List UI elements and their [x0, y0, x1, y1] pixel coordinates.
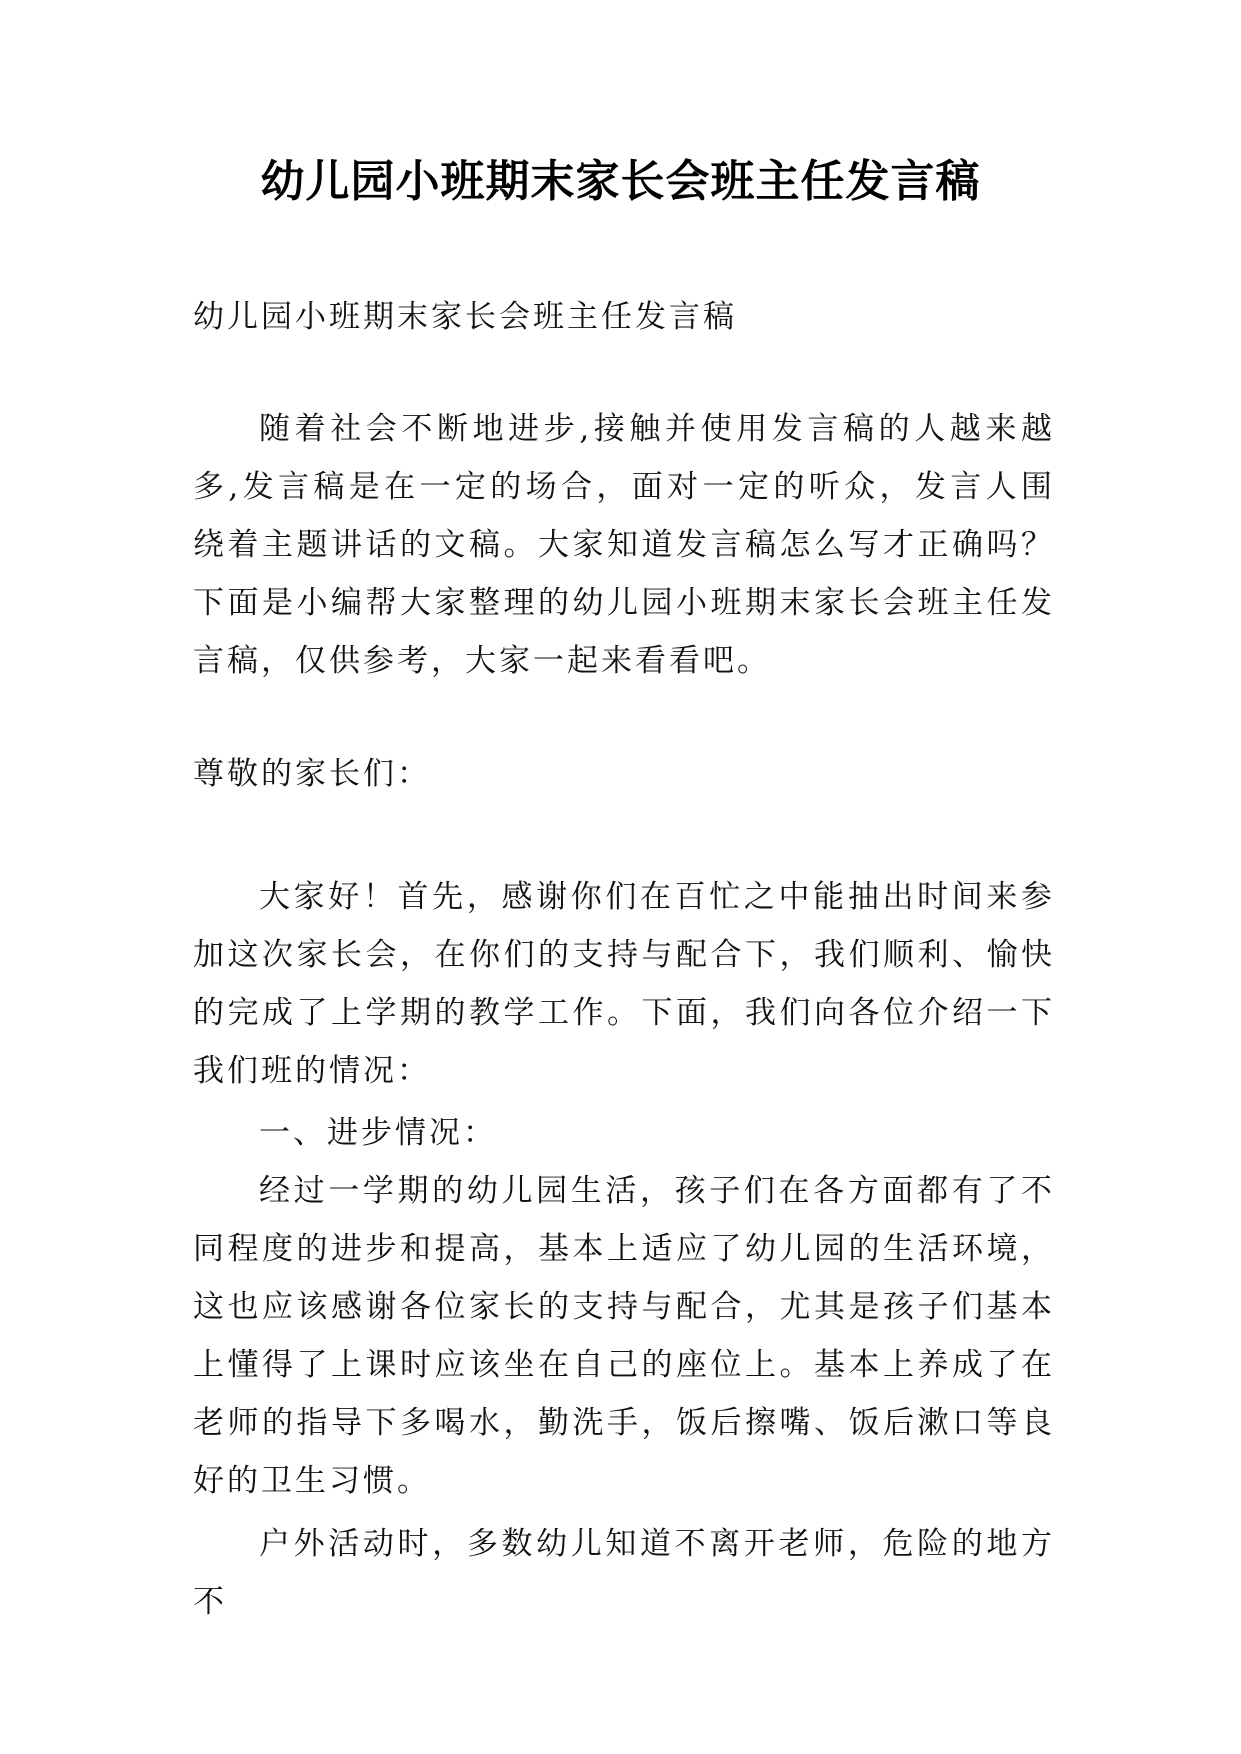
intro-paragraph: 随着社会不断地进步,接触并使用发言稿的人越来越多,发言稿是在一定的场合，面对一定的听众，发言人围绕着主题讲话的文稿。大家知道发言稿怎么写才正确吗？下面是小编帮大家整理的幼儿园小班期末家长会班主任发言稿，仅供参考，大家一起来看看吧。	[193, 411, 1055, 679]
document-subtitle: 幼儿园小班期末家长会班主任发言稿	[193, 299, 737, 335]
section-heading-progress: 一、进步情况：	[259, 1115, 497, 1151]
outdoor-activity-paragraph: 户外活动时，多数幼儿知道不离开老师，危险的地方不	[193, 1526, 1055, 1620]
greeting-paragraph: 大家好！首先，感谢你们在百忙之中能抽出时间来参加这次家长会，在你们的支持与配合下，我们顺利、愉快的完成了上学期的教学工作。下面，我们向各位介绍一下我们班的情况：	[193, 879, 1055, 1089]
salutation: 尊敬的家长们：	[193, 756, 431, 792]
progress-paragraph: 经过一学期的幼儿园生活，孩子们在各方面都有了不同程度的进步和提高，基本上适应了幼儿园的生活环境，这也应该感谢各位家长的支持与配合，尤其是孩子们基本上懂得了上课时应该坐在自己的座位上。基本上养成了在老师的指导下多喝水，勤洗手，饭后擦嘴、饭后漱口等良好的卫生习惯。	[193, 1173, 1055, 1499]
document-title: 幼儿园小班期末家长会班主任发言稿	[260, 156, 981, 207]
